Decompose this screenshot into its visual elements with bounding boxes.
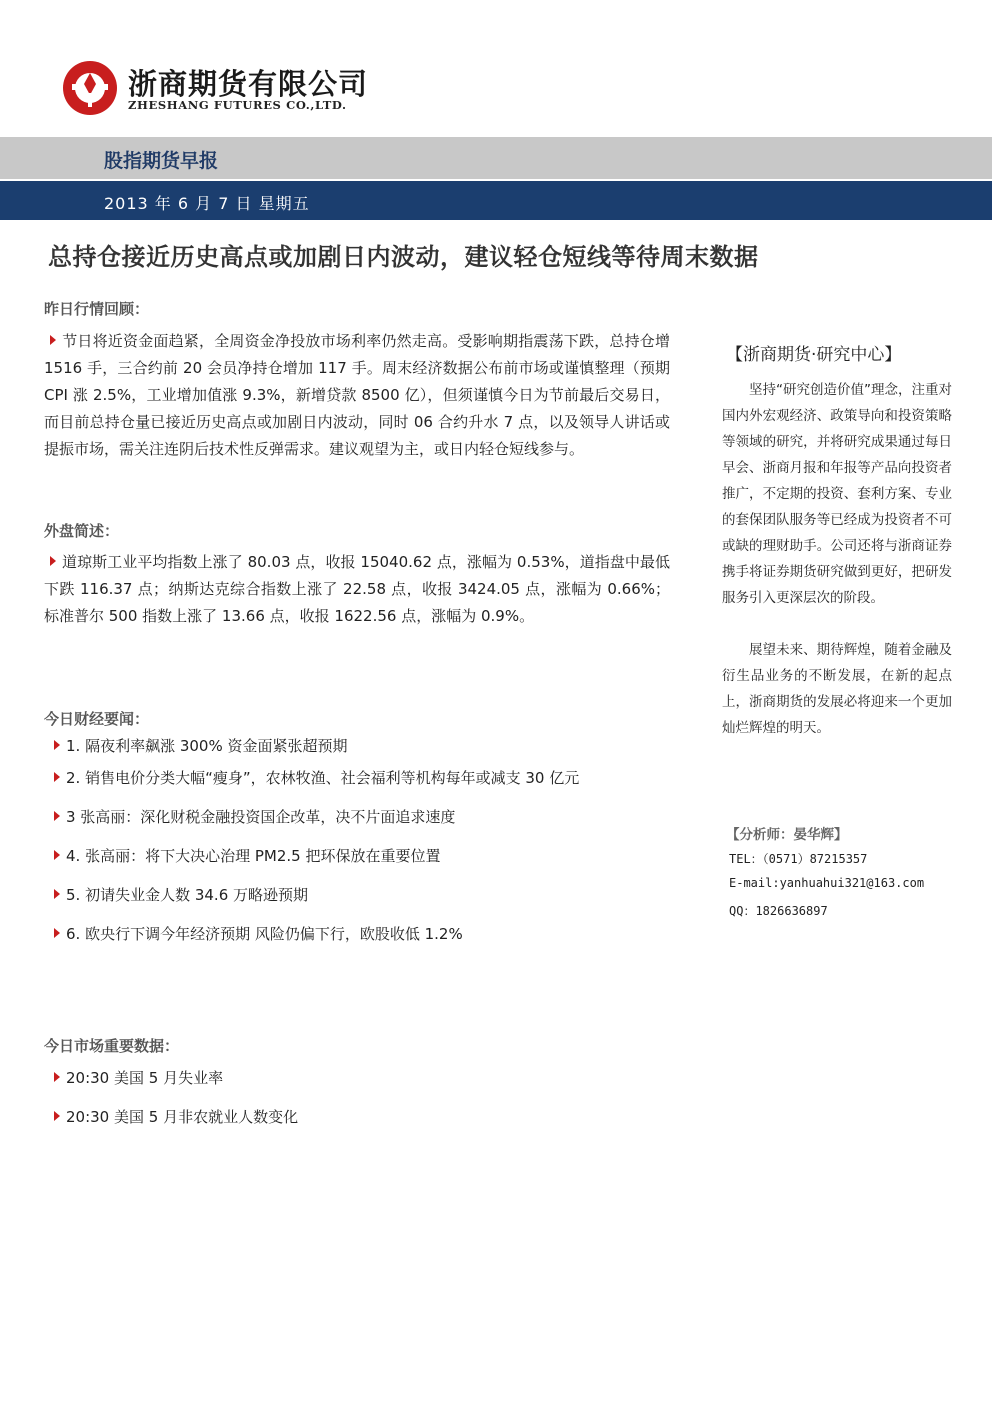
list-item: 5. 初请失业金人数 34.6 万略逊预期 [48, 884, 308, 905]
list-item: 2. 销售电价分类大幅“瘦身”，农林牧渔、社会福利等机构每年或减支 30 亿元 [48, 767, 579, 788]
bullet-triangle-icon [54, 1072, 60, 1082]
bullet-triangle-icon [54, 740, 60, 750]
list-item: 3 张高丽：深化财税金融投资国企改革，决不片面追求速度 [48, 806, 455, 827]
report-date: 2013 年 6 月 7 日 星期五 [104, 194, 310, 213]
news-title: 今日财经要闻： [44, 710, 150, 728]
analyst-email[interactable]: E-mail:yanhuahui321@163.com [729, 876, 925, 890]
bullet-triangle-icon [54, 850, 60, 860]
report-name-band [0, 137, 992, 179]
overseas-title: 外盘简述： [44, 522, 120, 540]
analyst-qq: QQ：1826636897 [729, 904, 828, 918]
bullet-triangle-icon [54, 811, 60, 821]
headline: 总持仓接近历史高点或加剧日内波动，建议轻仓短线等待周末数据 [48, 243, 759, 271]
date-band [0, 181, 992, 220]
bullet-triangle-icon [54, 772, 60, 782]
bullet-triangle-icon [54, 928, 60, 938]
report-name: 股指期货早报 [104, 150, 219, 172]
analyst-title: 【分析师：晏华辉】 [726, 827, 848, 843]
research-center-outlook: 展望未来、期待辉煌，随着金融及衍生品业务的不断发展，在新的起点上，浙商期货的发展必将迎来一个更加灿烂辉煌的明天。 [722, 642, 952, 736]
list-item: 6. 欧央行下调今年经济预期 风险仍偏下行，欧股收低 1.2% [48, 923, 463, 944]
review-text: 节日将近资金面趋紧，全周资金净投放市场利率仍然走高。受影响期指震荡下跌，总持仓增 1516 手，三合约前 20 会员净持仓增加 117 手。周末经济数据公布前市场或谨慎整理（预期 CPI 涨 2.5%，工业增加值涨 9.3%，新增贷款 8500 亿），但须谨慎今日为节前最后交易日，而目前总持仓量已接近历史高点或加剧日内波动，同时 06 合约升水 7 点，以及领导人讲话或提振市场，需关注连阴后技术性反弹需求。建议观望为主，或日内轻仓短线参与。 [44, 332, 670, 458]
company-name-cn: 浙商期货有限公司 [128, 67, 369, 101]
overseas-text: 道琼斯工业平均指数上涨了 80.03 点，收报 15040.62 点，涨幅为 0.53%，道指盘中最低下跌 116.37 点；纳斯达克综合指数上涨了 22.58 点，收报 3424.05 点，涨幅为 0.66%；标准普尔 500 指数上涨了 13.66 点，收报 1622.56 点，涨幅为 0.9%。 [44, 553, 670, 625]
bullet-triangle-icon [54, 889, 60, 899]
list-item: 1. 隔夜利率飙涨 300% 资金面紧张超预期 [48, 735, 348, 756]
analyst-tel: TEL：（0571）87215357 [729, 852, 868, 866]
list-item: 20:30 美国 5 月失业率 [48, 1067, 223, 1088]
bullet-triangle-icon [54, 1111, 60, 1121]
company-logo-icon [62, 60, 118, 116]
bullet-triangle-icon [50, 335, 56, 345]
review-title: 昨日行情回顾： [44, 300, 150, 318]
review-paragraph [44, 328, 670, 463]
research-center-title: 【浙商期货·研究中心】 [726, 345, 902, 365]
research-center-intro: 坚持“研究创造价值”理念，注重对国内外宏观经济、政策导向和投资策略等领域的研究，并将研究成果通过每日早会、浙商月报和年报等产品向投资者推广，不定期的投资、套利方案、专业的套保团队服务等已经成为投资者不可或缺的理财助手。公司还将与浙商证券携手将证券期货研究做到更好，把研发服务引入更深层次的阶段。 [722, 382, 952, 606]
market-data-title: 今日市场重要数据： [44, 1037, 180, 1055]
overseas-paragraph [44, 549, 670, 630]
bullet-triangle-icon [50, 556, 56, 566]
list-item: 20:30 美国 5 月非农就业人数变化 [48, 1106, 298, 1127]
list-item: 4. 张高丽：将下大决心治理 PM2.5 把环保放在重要位置 [48, 845, 440, 866]
company-logo [62, 60, 369, 120]
company-name-en: ZHESHANG FUTURES CO.,LTD. [128, 98, 347, 112]
